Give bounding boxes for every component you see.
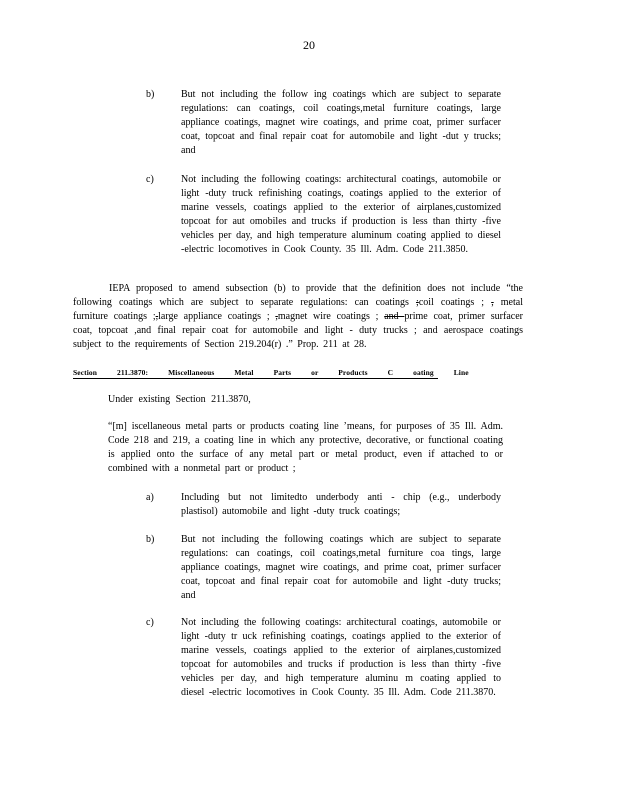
item-text: Not including the following coatings: architectural coatings, automobile or light -duty tr uck refinishing coatings, coatings applied to the exterior of marine vessels, coatings applied to the exterior of airplanes,customized topcoat for automobiles and trucks if production is less than thirty -five vehicles per day, and high temperature aluminu m coating applied to diesel -electric locomotives in Cook County. 35 Ill. Adm. Code 211.3870. — [181, 617, 501, 698]
item-label: b) — [146, 534, 155, 545]
item-label: b) — [146, 89, 155, 100]
struck-text: , — [155, 311, 159, 322]
struck-text: and — [384, 311, 405, 322]
item-text: Not including the following coatings: architectural coatings, automobile or light -duty truck refinishing coatings, coatings applied to the exterior of marine vessels, coatings applied to the exterior of airplanes,customized topcoat for aut omobiles and trucks if production is less than thirty -five vehicles per day, and high temperature aluminum coating applied to diesel -electric locomotives in Cook County. 35 Ill. Adm. Code 211.3850. — [181, 174, 501, 255]
item-label: a) — [146, 492, 154, 503]
item-label: c) — [146, 174, 154, 185]
iepa-paragraph: IEPA proposed to amend subsection (b) to provide that the definition does not include “the following coatings which are subject to separate regulations: can coatings ;coil coatings ; , metal furniture coatings ;,large appliance coatings ; ,magnet wire coatings ; and prime coat, primer surfacer coat, topcoat ,and final repair coat for automobile and light - duty trucks ; and aerospace coatings subject to the requirements of Section 219.204(r) .” Prop. 211 at 28. — [73, 283, 523, 350]
struck-text: , — [275, 311, 278, 322]
item-text: Including but not limitedto underbody anti - chip (e.g., underbody plastisol) automobile and light -duty truck coatings; — [181, 492, 501, 517]
section-heading: Section 211.3870: Miscellaneous Metal Parts or Products C oating Line — [73, 368, 469, 377]
item-text: But not including the follow ing coatings which are subject to separate regulations: can coatings, coil coatings,metal furniture coatings, large appliance coatings, magnet wire coatings, and prime coat, primer surfacer coat, topcoat and final repair coat for automobile and light -dut y trucks; and — [181, 89, 501, 156]
struck-text: , — [491, 297, 494, 308]
definition-paragraph: “[m] iscellaneous metal parts or products coating line ’means, for purposes of 35 Ill. Adm. Code 218 and 219, a coating line in which any protective, decorative, or functional coating is applied onto the surface of any metal part or metal product, even if attached to or combined with a nonmetal part or product ; — [108, 421, 503, 474]
item-label: c) — [146, 617, 154, 628]
item-text: But not including the following coatings which are subject to separate regulations: can coatings, coil coatings,metal furniture coa tings, large appliance coatings, magnet wire coatings, and prime coat, primer surfacer coat, topcoat and final repair coat for automobile and light -duty trucks; and — [181, 534, 501, 601]
page-number: 20 — [303, 38, 315, 52]
under-existing-text: Under existing Section 211.3870, — [108, 394, 251, 405]
struck-text: ; — [416, 297, 419, 308]
